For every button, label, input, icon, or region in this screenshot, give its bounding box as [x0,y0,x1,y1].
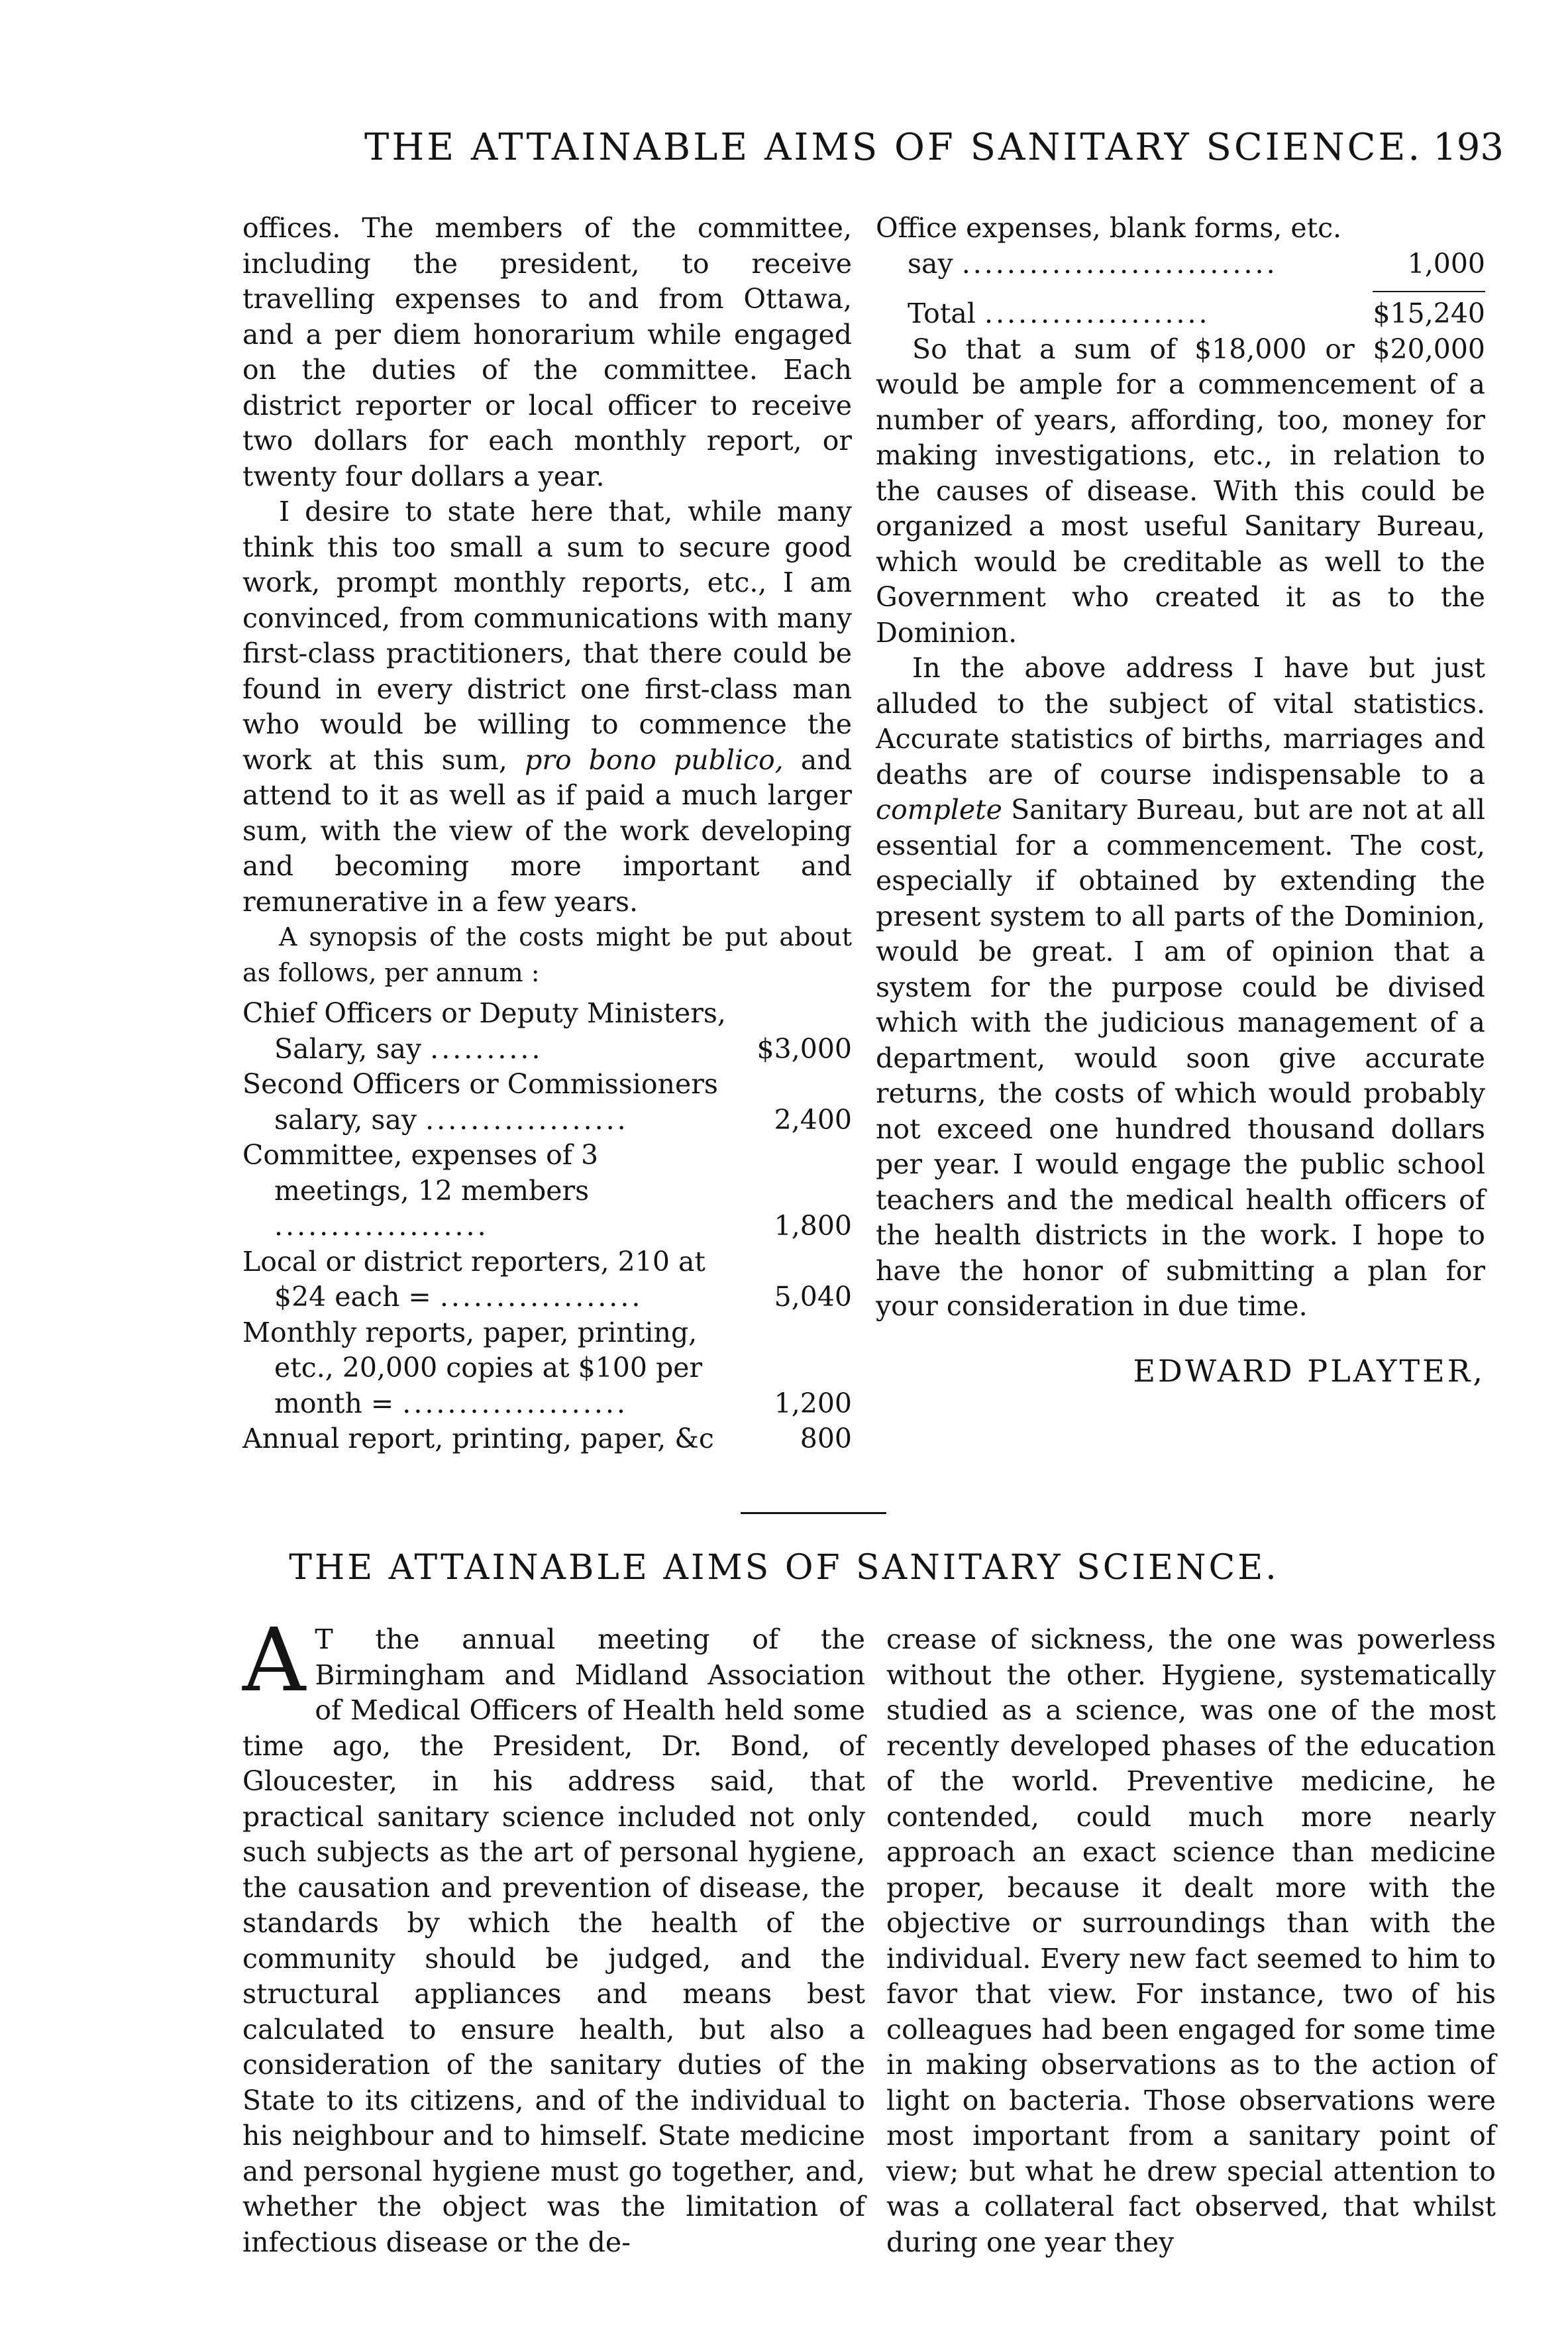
total-amount: $15,240 [1373,298,1485,329]
cost-leader: .................. [425,1103,629,1136]
office-expenses-amount: 1,000 [1407,247,1485,280]
cost-leader: .................... [402,1387,628,1419]
right-column-bottom [886,1622,1496,2260]
left-column-bottom [242,1609,865,2260]
cost-row [242,1244,852,1315]
article-opening-paragraph [242,1609,865,2260]
committee-paragraph: offices. The members of the committee, including the president, to receive travelling expenses to and from Ottawa, and a per diem honorarium while engaged on the duties of the committee. Each district reporter or local officer to receive two dollars for each monthly report, or twenty four dollars a year. [242,212,852,492]
office-leader: ............................ [961,247,1278,280]
section-divider [741,1512,886,1514]
article-opening-text: T the annual meeting of the Birmingham and Midland Association of Medical Officers of Health held some time ago, the President, Dr. Bond, of Gloucester, in his address said, that practical sanitary science included not only such subjects as the art of personal hygiene, the causation and prevention of disease, the standards by which the health of the community should be judged, and the structural appliances and means best calculated to ensure health, but also a consideration of the sanitary duties of the State to its citizens, and of the individual to his neighbour and to himself. State medicine and personal hygiene must go together, and, whether the object was the limitation of infectious disease or the de- [242,1623,865,2258]
desire-italic-phrase: pro bono publico, [525,743,784,776]
cost-row [242,1421,852,1457]
total-label: Total [908,298,976,329]
cost-row [242,996,852,1067]
cost-amount: $3,000 [757,1032,852,1065]
vital-text-2: Sanitary Bureau, but are not at all essential for a commencement. The cost, especially if obtained by extending the present system to all parts of the Dominion, would be great. I am of opinion that a system for the purpose could be divised which with the judicious management of a department, would soon give accurate returns, the costs of which would probably not exceed one hundred thousand dollars per year. I would engage the public school teachers and the medical health officers of the health districts in the work. I hope to have the honor of submitting a plan for your consideration in due time. [876,794,1485,1322]
running-head: THE ATTAINABLE AIMS OF SANITARY SCIENCE. [364,126,1423,169]
cost-description: Chief Officers or Deputy Ministers, Salary, say [242,997,726,1065]
vital-text-1: In the above address I have but just alluded to the subject of vital statistics. Accurate statistics of births, marriages and deaths are of course indispensable to a [876,652,1485,790]
cost-row [242,1067,852,1138]
desire-text-1: I desire to state here that, while many think this too small a sum to secure good work, prompt monthly reports, etc., I am convinced, from communications with many first-class practitioners, that there could be found in every district one first-class man who would be willing to commence the work at this sum, [242,496,852,776]
cost-amount: 1,200 [774,1387,852,1419]
cost-amount: 2,400 [774,1103,852,1136]
cost-description: Committee, expenses of 3 meetings, 12 members [242,1139,599,1207]
vital-italic-word: complete [876,794,1002,826]
cost-description: Annual report, printing, paper, &c [242,1423,714,1454]
cost-amount: 5,040 [774,1281,852,1313]
synopsis-line: A synopsis of the costs might be put about as follows, per annum : [242,922,852,987]
right-column-top [876,211,1485,1389]
office-expenses-description: Office expenses, blank forms, etc. say [876,212,1342,280]
desire-paragraph [242,494,852,920]
cost-amount: 1,800 [774,1210,852,1242]
desire-text-2: and attend to it as well as if paid a much larger sum, with the view of the work developing and becoming more important and remunerative in a few years. [242,743,852,918]
cost-row [242,1315,852,1422]
total-rule [1373,291,1485,292]
drop-cap: A [242,1609,306,1712]
cost-description: Monthly reports, paper, printing, etc., 20,000 copies at $100 per month = [242,1316,703,1419]
page-number: 193 [1433,126,1504,169]
cost-leader: .......... [430,1032,543,1065]
cost-leader: .................. [439,1281,643,1313]
article-continuation-paragraph: crease of sickness, the one was powerless without the other. Hygiene, systematically studied as a science, was one of the most recently developed phases of the education of the world. Preventive medicine, he contended, could much more nearly approach an exact science than medicine proper, because it dealt more with the objective or surroundings than with the individual. Every new fact seemed to him to favor that view. For instance, two of his colleagues had been engaged for some time in making observations as to the action of light on bacteria. Those observations were most important from a sanitary point of view; but what he drew special attention to was a collateral fact observed, that whilst during one year they [886,1623,1496,2258]
cost-description: Second Officers or Commissioners salary, say [242,1068,718,1136]
cost-list [242,996,852,1457]
total-row [876,296,1485,332]
cost-row [242,1138,852,1244]
article-title: THE ATTAINABLE AIMS OF SANITARY SCIENCE. [289,1548,1279,1588]
cost-leader: ................... [274,1210,489,1242]
cost-description: Local or district reporters, 210 at $24 each = [242,1245,706,1313]
total-leader: .................... [984,298,1210,329]
page-header [258,126,1504,179]
vital-statistics-paragraph [876,651,1485,1325]
author-signature: EDWARD PLAYTER, [1133,1352,1485,1389]
left-column-top [242,211,852,1457]
office-expenses-row [876,211,1485,282]
cost-amount: 800 [800,1423,852,1454]
bureau-paragraph: So that a sum of $18,000 or $20,000 would be ample for a commencement of a number of years, affording, too, money for making investigations, etc., in relation to the causes of disease. With this could be organized a most useful Sanitary Bureau, which would be creditable as well to the Government who created it as to the Dominion. [876,333,1485,649]
